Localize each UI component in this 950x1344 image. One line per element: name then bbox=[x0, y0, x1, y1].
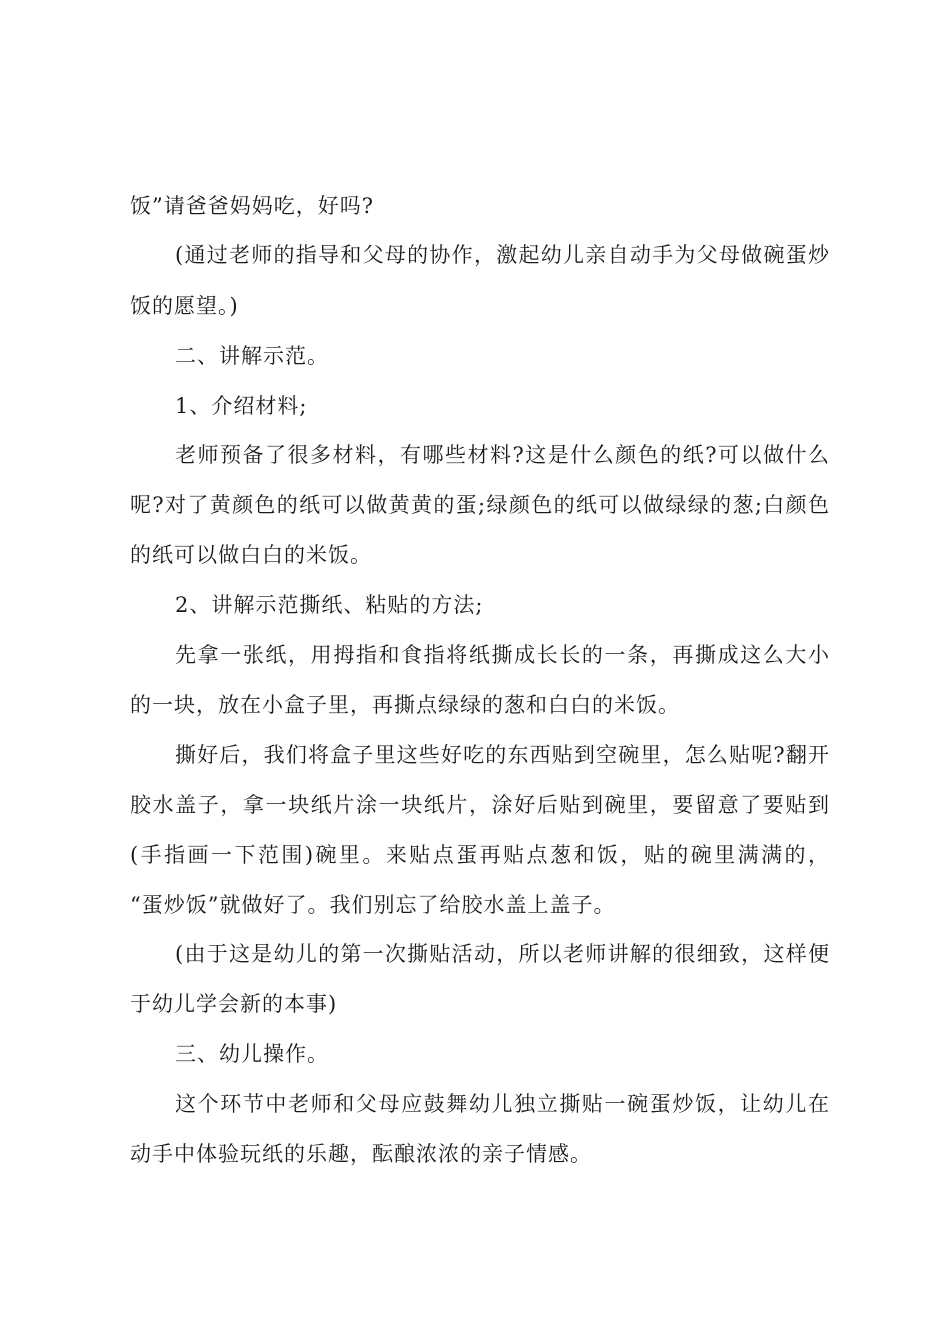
text-line: 的纸可以做白白的米饭。 bbox=[130, 543, 372, 567]
text-line: 这个环节中老师和父母应鼓舞幼儿独立撕贴一碗蛋炒饭，让幼儿在 bbox=[175, 1092, 830, 1116]
text-line: 老师预备了很多材料，有哪些材料?这是什么颜色的纸?可以做什么 bbox=[175, 443, 830, 467]
text-line: 撕好后，我们将盒子里这些好吃的东西贴到空碗里，怎么贴呢?翻开 bbox=[175, 743, 830, 767]
text-line: 呢?对了黄颜色的纸可以做黄黄的蛋;绿颜色的纸可以做绿绿的葱;白颜色 bbox=[130, 493, 830, 517]
text-line: 动手中体验玩纸的乐趣，酝酿浓浓的亲子情感。 bbox=[130, 1142, 592, 1166]
section-heading: 三、幼儿操作。 bbox=[175, 1042, 329, 1066]
text-line: (通过老师的指导和父母的协作，激起幼儿亲自动手为父母做碗蛋炒 bbox=[175, 243, 830, 267]
text-line: (手指画一下范围)碗里。来贴点蛋再贴点葱和饭，贴的碗里满满的， bbox=[130, 843, 830, 867]
text-line: 胶水盖子，拿一块纸片涂一块纸片，涂好后贴到碗里，要留意了要贴到 bbox=[130, 793, 830, 817]
text-line: (由于这是幼儿的第一次撕贴活动，所以老师讲解的很细致，这样便 bbox=[175, 942, 830, 966]
text-line: 于幼儿学会新的本事) bbox=[130, 992, 338, 1016]
subsection-heading: 2、讲解示范撕纸、粘贴的方法; bbox=[175, 593, 484, 617]
section-heading: 二、讲解示范。 bbox=[175, 344, 329, 368]
text-line: “蛋炒饭”就做好了。我们别忘了给胶水盖上盖子。 bbox=[130, 893, 616, 917]
text-line: 先拿一张纸，用拇指和食指将纸撕成长长的一条，再撕成这么大小 bbox=[175, 643, 830, 667]
text-line: 饭的愿望。) bbox=[130, 294, 239, 318]
text-line: 的一块，放在小盒子里，再撕点绿绿的葱和白白的米饭。 bbox=[130, 693, 680, 717]
subsection-heading: 1、介绍材料; bbox=[175, 394, 308, 418]
text-line: 饭”请爸爸妈妈吃，好吗? bbox=[130, 194, 374, 218]
